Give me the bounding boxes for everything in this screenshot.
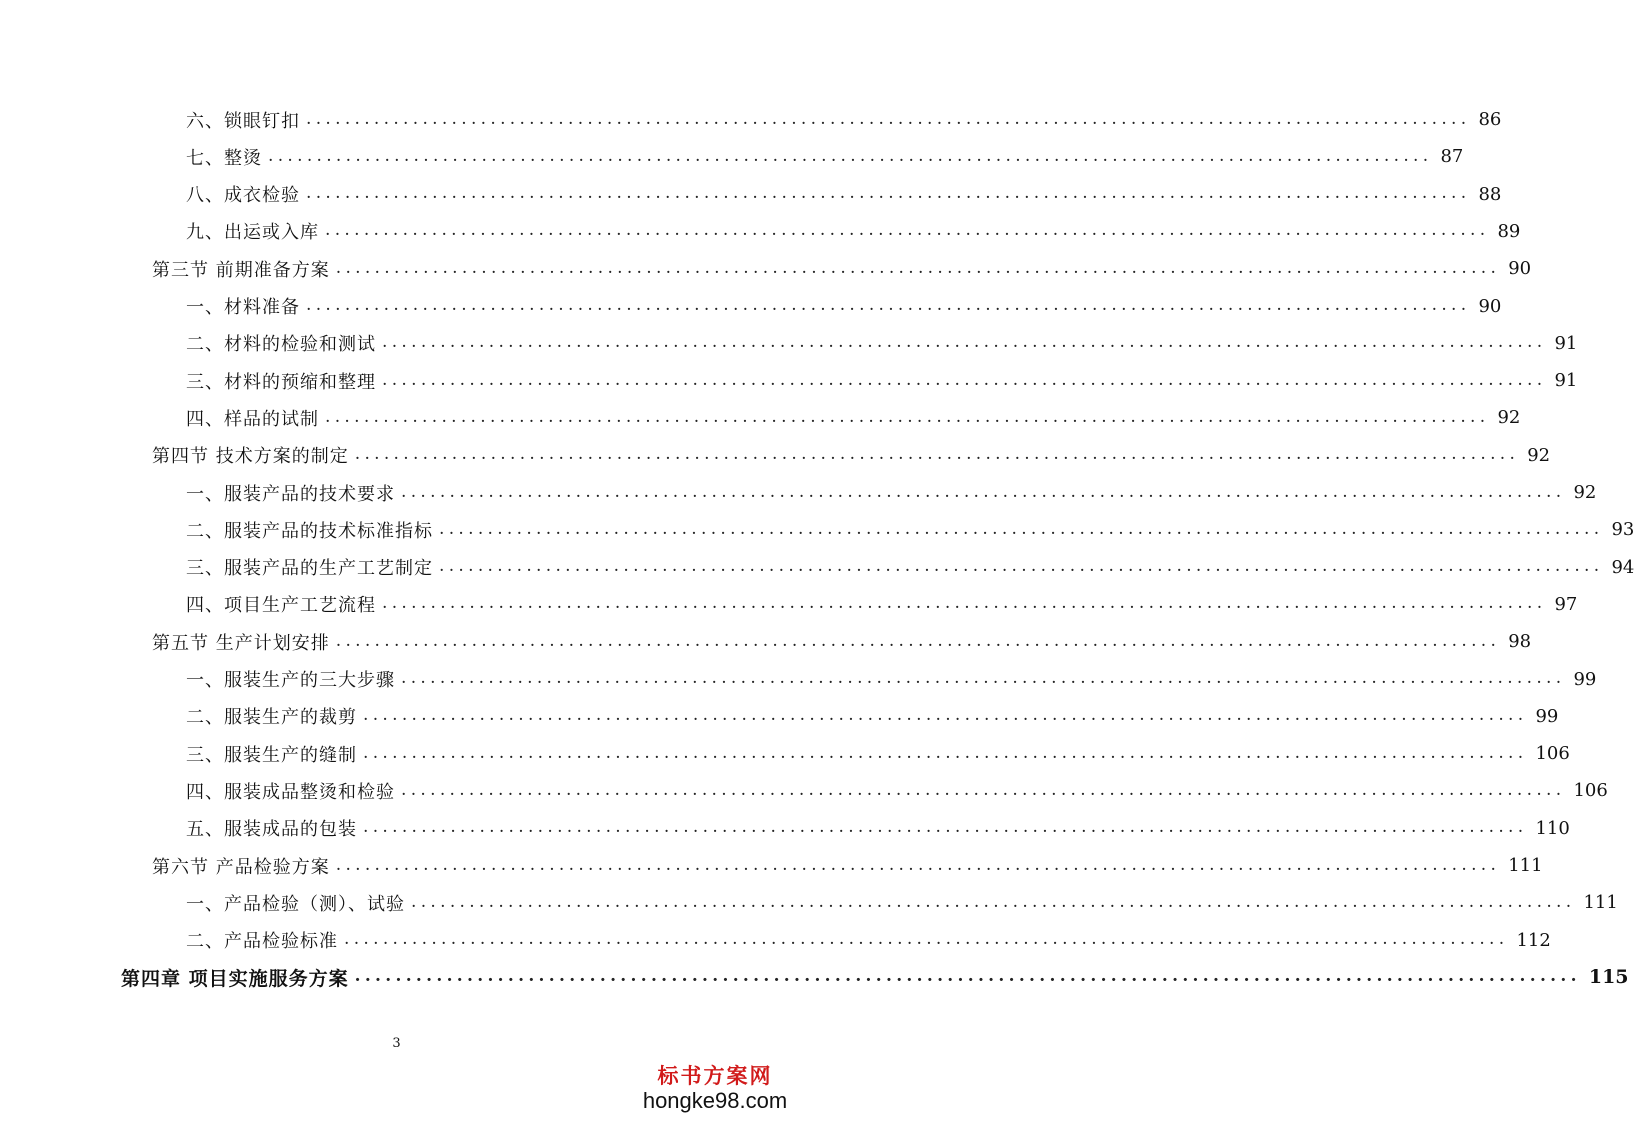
toc-leader-dots: ........................................................................................................................ bbox=[411, 891, 1576, 912]
toc-leader-dots: ........................................................................................................................ bbox=[268, 145, 1433, 166]
toc-entry-item bbox=[186, 772, 1608, 809]
toc-entry-page: 106 bbox=[1535, 743, 1570, 765]
toc-entry-label: 第三节 前期准备方案 bbox=[152, 259, 330, 281]
toc-entry-section bbox=[152, 437, 1551, 474]
toc-leader-dots: ........................................................................................................................ bbox=[382, 332, 1547, 353]
toc-entry-label: 第四节 技术方案的制定 bbox=[152, 446, 349, 468]
toc-entry-item bbox=[186, 138, 1464, 175]
toc-entry-label: 第四章 项目实施服务方案 bbox=[121, 967, 349, 990]
toc-leader-dots: ........................................................................................................................ bbox=[344, 929, 1509, 950]
page-number: 3 bbox=[392, 1036, 401, 1051]
toc-entry-label: 四、样品的试制 bbox=[186, 408, 319, 430]
toc-entry-item bbox=[186, 884, 1618, 921]
toc-entry-page: 97 bbox=[1554, 593, 1578, 615]
toc-entry-label: 一、材料准备 bbox=[186, 297, 300, 318]
toc-entry-label: 九、出运或入库 bbox=[186, 222, 319, 244]
toc-entry-item bbox=[186, 288, 1502, 325]
toc-entry-page: 106 bbox=[1573, 780, 1608, 802]
toc-leader-dots: ........................................................................................................................ bbox=[401, 668, 1566, 688]
toc-leader-dots: ........................................................................................................................ bbox=[382, 369, 1547, 390]
toc-entry-item bbox=[186, 661, 1597, 698]
toc-entry-page: 91 bbox=[1554, 332, 1578, 354]
toc-entry-label: 一、产品检验（测）、试验 bbox=[186, 893, 405, 915]
toc-entry-label: 四、项目生产工艺流程 bbox=[186, 595, 376, 617]
toc-entry-page: 98 bbox=[1508, 631, 1532, 653]
toc-leader-dots: ........................................................................................................................ bbox=[363, 742, 1528, 763]
toc-entry-page: 94 bbox=[1611, 556, 1634, 578]
toc-entry-label: 四、服装成品整烫和检验 bbox=[186, 781, 395, 803]
toc-leader-dots: ........................................................................................................................ bbox=[335, 257, 1501, 278]
toc-entry-section bbox=[152, 847, 1543, 884]
toc-entry-chapter bbox=[121, 959, 1629, 996]
toc-entry-item bbox=[186, 325, 1578, 362]
toc-entry-label: 二、材料的检验和测试 bbox=[186, 334, 376, 356]
toc-entry-page: 89 bbox=[1497, 220, 1521, 242]
toc-leader-dots: ........................................................................................................................ bbox=[363, 817, 1528, 838]
toc-entry-section bbox=[152, 623, 1532, 660]
toc-entry-item bbox=[186, 549, 1634, 586]
toc-entry-label: 七、整烫 bbox=[186, 147, 262, 169]
toc-leader-dots: ........................................................................................................................ bbox=[335, 854, 1501, 875]
toc-leader-dots: ........................................................................................................................ bbox=[306, 108, 1471, 129]
toc-entry-item bbox=[186, 176, 1502, 213]
toc-entry-page: 112 bbox=[1516, 929, 1551, 951]
toc-entry-item bbox=[186, 362, 1578, 399]
toc-entry-item bbox=[186, 735, 1570, 772]
toc-entry-page: 86 bbox=[1478, 109, 1502, 130]
watermark-logo bbox=[640, 1064, 790, 1114]
toc-entry-item bbox=[186, 101, 1502, 138]
toc-entry-label: 三、材料的预缩和整理 bbox=[186, 371, 376, 393]
toc-entry-page: 88 bbox=[1478, 183, 1502, 205]
toc-leader-dots: ........................................................................................................................ bbox=[325, 406, 1490, 427]
toc-leader-dots: ........................................................................................................................ bbox=[401, 481, 1566, 502]
toc-entry-label: 二、产品检验标准 bbox=[186, 931, 338, 953]
toc-entry-page: 91 bbox=[1554, 370, 1578, 392]
toc-entry-label: 六、锁眼钉扣 bbox=[186, 110, 300, 132]
toc-entry-label: 一、服装生产的三大步骤 bbox=[186, 670, 395, 691]
toc-entry-page: 92 bbox=[1497, 407, 1521, 429]
toc-leader-dots: ........................................................................................................................ bbox=[306, 183, 1471, 204]
toc-entry-page: 115 bbox=[1588, 966, 1629, 989]
toc-entry-item bbox=[186, 586, 1578, 623]
toc-entry-item bbox=[186, 698, 1559, 735]
toc-entry-label: 二、服装产品的技术标准指标 bbox=[186, 520, 433, 542]
toc-leader-dots: ........................................................................................................................ bbox=[354, 966, 1581, 987]
toc-leader-dots: ........................................................................................................................ bbox=[325, 220, 1490, 241]
toc-leader-dots: ........................................................................................................................ bbox=[382, 593, 1547, 614]
toc-entry-page: 87 bbox=[1440, 146, 1464, 168]
toc-entry-label: 三、服装生产的缝制 bbox=[186, 744, 357, 766]
toc-entry-label: 一、服装产品的技术要求 bbox=[186, 483, 395, 505]
toc-entry-page: 110 bbox=[1535, 817, 1570, 839]
toc-entry-page: 99 bbox=[1535, 705, 1559, 727]
toc-entry-label: 二、服装生产的裁剪 bbox=[186, 707, 357, 729]
toc-entry-page: 93 bbox=[1611, 519, 1634, 541]
toc-entry-page: 92 bbox=[1573, 482, 1597, 503]
toc-entry-label: 八、成衣检验 bbox=[186, 185, 300, 207]
toc-entry-item bbox=[186, 511, 1634, 548]
toc-entry-page: 92 bbox=[1527, 444, 1551, 466]
toc-entry-item bbox=[186, 399, 1521, 436]
toc-entry-page: 90 bbox=[1508, 258, 1532, 280]
watermark-url: hongke98.com bbox=[642, 1088, 788, 1113]
toc-entry-item bbox=[186, 474, 1597, 511]
toc-entry-item bbox=[186, 922, 1551, 959]
toc-leader-dots: ........................................................................................................................ bbox=[439, 556, 1604, 577]
watermark-name: 标书方案网 bbox=[657, 1063, 773, 1088]
toc-entry-page: 111 bbox=[1583, 892, 1618, 914]
toc-leader-dots: ........................................................................................................................ bbox=[354, 444, 1520, 465]
toc-entry-label: 第五节 生产计划安排 bbox=[152, 632, 330, 654]
toc-entry-label: 三、服装产品的生产工艺制定 bbox=[186, 558, 433, 580]
toc-leader-dots: ........................................................................................................................ bbox=[401, 779, 1566, 800]
toc-leader-dots: ........................................................................................................................ bbox=[363, 705, 1528, 726]
toc-entry-item bbox=[186, 810, 1570, 847]
toc-entry-page: 90 bbox=[1478, 295, 1502, 317]
toc-entry-item bbox=[186, 213, 1521, 250]
toc-leader-dots: ........................................................................................................................ bbox=[439, 518, 1604, 539]
toc-leader-dots: ........................................................................................................................ bbox=[306, 295, 1471, 315]
toc-entry-label: 五、服装成品的包装 bbox=[186, 819, 357, 841]
toc-entry-page: 99 bbox=[1573, 668, 1597, 690]
toc-entry-section bbox=[152, 250, 1532, 287]
toc-leader-dots: ........................................................................................................................ bbox=[335, 630, 1501, 651]
toc-entry-page: 111 bbox=[1508, 855, 1543, 876]
toc-entry-label: 第六节 产品检验方案 bbox=[152, 856, 330, 878]
